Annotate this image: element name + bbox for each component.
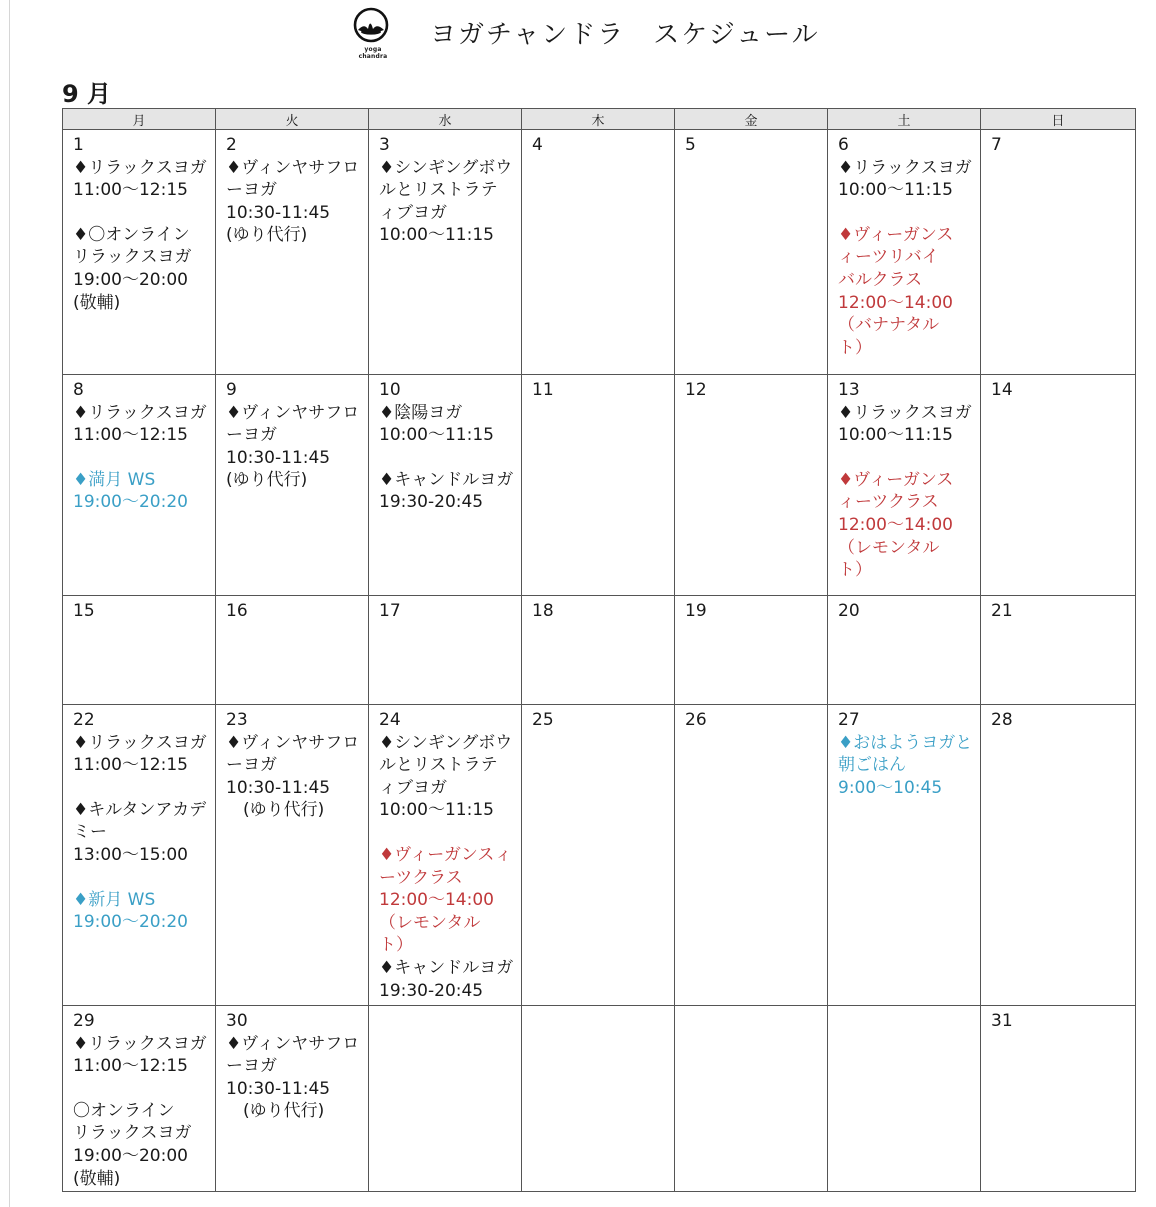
calendar-day-cell <box>522 596 675 705</box>
day-number: 4 <box>532 135 543 155</box>
calendar-day-cell <box>63 130 216 375</box>
class-event <box>73 469 209 514</box>
event-line: ♦リラックスヨガ <box>73 157 207 178</box>
event-line: ♦シンギングボウ <box>379 157 513 178</box>
event-line: (敬輔) <box>73 292 121 313</box>
class-event <box>379 844 515 957</box>
event-line: ♦キャンドルヨガ <box>379 957 514 978</box>
class-event <box>73 224 209 314</box>
day-number: 3 <box>379 135 390 155</box>
class-event <box>73 732 209 777</box>
event-line: 11:00～12:15 <box>73 1056 188 1077</box>
event-line: 10:00～11:15 <box>838 425 953 446</box>
page-edge-line <box>9 0 10 1207</box>
event-line: ィブヨガ <box>379 777 447 798</box>
day-number: 7 <box>991 135 1002 155</box>
event-line: ーヨガ <box>226 755 277 776</box>
calendar-day-cell <box>675 1006 828 1192</box>
event-line: ♦ヴィンヤサフロ <box>226 157 360 178</box>
event-line: ♦リラックスヨガ <box>73 1033 207 1054</box>
event-line: ♦リラックスヨガ <box>73 402 207 423</box>
calendar-day-cell <box>522 375 675 596</box>
event-line: 11:00～12:15 <box>73 755 188 776</box>
event-line: ト） <box>838 337 872 358</box>
day-number: 14 <box>991 380 1013 400</box>
class-event <box>379 469 515 514</box>
class-event <box>838 732 974 800</box>
event-line: 10:00～11:15 <box>838 180 953 201</box>
calendar-day-cell <box>675 596 828 705</box>
event-line: ♦おはようヨガと <box>838 732 973 753</box>
calendar-day-cell <box>675 130 828 375</box>
calendar-day-cell <box>828 596 981 705</box>
day-number: 2 <box>226 135 237 155</box>
day-number: 18 <box>532 601 554 621</box>
event-line: 9:00～10:45 <box>838 777 943 798</box>
calendar-day-cell <box>828 130 981 375</box>
class-event <box>73 799 209 867</box>
day-number: 15 <box>73 601 95 621</box>
event-line: 19:00～20:00 <box>73 1145 188 1166</box>
event-line: 19:30-20:45 <box>379 492 484 513</box>
calendar-day-cell <box>369 705 522 1006</box>
event-line: ミー <box>73 822 107 843</box>
day-number: 17 <box>379 601 401 621</box>
weekday-header: 月 <box>63 109 216 130</box>
event-line: リラックスヨガ <box>73 1123 192 1144</box>
day-number: 13 <box>838 380 860 400</box>
class-event <box>379 402 515 447</box>
event-line: ト） <box>379 935 413 956</box>
weekday-header: 金 <box>675 109 828 130</box>
weekday-header: 水 <box>369 109 522 130</box>
calendar-day-cell <box>981 596 1136 705</box>
event-line: 19:30-20:45 <box>379 980 484 1001</box>
event-line: 19:00～20:20 <box>73 912 188 933</box>
class-event <box>73 889 209 934</box>
calendar-week-row <box>63 596 1136 705</box>
day-number: 19 <box>685 601 707 621</box>
day-number: 31 <box>991 1011 1013 1031</box>
lotus-moon-logo-icon <box>350 6 396 58</box>
day-number: 29 <box>73 1011 95 1031</box>
event-line: 10:00～11:15 <box>379 225 494 246</box>
event-line: 11:00～12:15 <box>73 180 188 201</box>
calendar-day-cell <box>216 1006 369 1192</box>
weekday-header: 木 <box>522 109 675 130</box>
day-number: 26 <box>685 710 707 730</box>
calendar-day-cell <box>63 1006 216 1192</box>
day-number: 9 <box>226 380 237 400</box>
event-line: ルとリストラテ <box>379 180 498 201</box>
event-line: （レモンタル <box>838 537 940 558</box>
calendar-day-cell <box>828 705 981 1006</box>
day-number: 8 <box>73 380 84 400</box>
month-label: 9 月 <box>62 80 112 108</box>
calendar-week-row <box>63 1006 1136 1192</box>
calendar-day-cell <box>981 130 1136 375</box>
event-line: ♦キャンドルヨガ <box>379 469 514 490</box>
day-number: 22 <box>73 710 95 730</box>
day-number: 25 <box>532 710 554 730</box>
event-line: （レモンタル <box>379 912 481 933</box>
calendar-day-cell <box>369 596 522 705</box>
day-number: 10 <box>379 380 401 400</box>
event-line: 10:30-11:45 <box>226 447 331 468</box>
event-line: 10:00～11:15 <box>379 425 494 446</box>
class-event <box>838 224 974 360</box>
class-event <box>226 157 362 247</box>
event-line: (ゆり代行) <box>226 470 308 491</box>
event-line: ィーツリバイ <box>838 247 939 268</box>
calendar-day-cell <box>675 705 828 1006</box>
weekday-header: 日 <box>981 109 1136 130</box>
calendar-day-cell <box>981 375 1136 596</box>
event-line: ♦満月 WS <box>73 469 156 490</box>
calendar-day-cell <box>369 375 522 596</box>
event-line: ルとリストラテ <box>379 755 498 776</box>
event-line: (ゆり代行) <box>226 1101 325 1122</box>
day-number: 5 <box>685 135 696 155</box>
page-header <box>350 6 820 58</box>
calendar-day-cell <box>63 375 216 596</box>
class-event <box>73 157 209 202</box>
logo-text: yoga chandra <box>358 46 388 60</box>
calendar-week-row <box>63 705 1136 1006</box>
event-line: ーヨガ <box>226 425 277 446</box>
event-line: (ゆり代行) <box>226 225 308 246</box>
calendar-day-cell <box>981 705 1136 1006</box>
event-line: ♦リラックスヨガ <box>838 402 972 423</box>
weekday-header-row <box>63 109 1136 130</box>
day-number: 11 <box>532 380 554 400</box>
class-event <box>838 157 974 202</box>
calendar-day-cell <box>981 1006 1136 1192</box>
class-event <box>379 957 515 1002</box>
event-line: ♦ヴィンヤサフロ <box>226 1033 360 1054</box>
event-line: 19:00～20:00 <box>73 269 188 290</box>
class-event <box>838 469 974 582</box>
event-line: ーヨガ <box>226 180 277 201</box>
calendar-day-cell <box>828 375 981 596</box>
class-event <box>379 157 515 247</box>
event-line: ーツクラス <box>379 867 463 888</box>
calendar-day-cell <box>216 596 369 705</box>
day-number: 28 <box>991 710 1013 730</box>
event-line: 12:00～14:00 <box>379 890 494 911</box>
event-line: (敬輔) <box>73 1168 121 1189</box>
calendar-day-cell <box>216 375 369 596</box>
calendar-day-cell <box>63 705 216 1006</box>
event-line: 11:00～12:15 <box>73 425 188 446</box>
event-line: ♦陰陽ヨガ <box>379 402 463 423</box>
calendar-table <box>62 108 1136 1192</box>
calendar-day-cell <box>216 130 369 375</box>
calendar-day-cell <box>216 705 369 1006</box>
class-event <box>73 1033 209 1078</box>
class-event <box>379 732 515 822</box>
calendar-week-row <box>63 375 1136 596</box>
event-line: 朝ごはん <box>838 755 906 776</box>
day-number: 6 <box>838 135 849 155</box>
event-line: ♦シンギングボウ <box>379 732 513 753</box>
class-event <box>226 1033 362 1123</box>
class-event <box>838 402 974 447</box>
event-line: ♦新月 WS <box>73 889 156 910</box>
event-line: ♦〇オンライン <box>73 224 190 245</box>
event-line: 19:00～20:20 <box>73 492 188 513</box>
day-number: 16 <box>226 601 248 621</box>
event-line: ト） <box>838 560 872 581</box>
event-line: ィーツクラス <box>838 492 939 513</box>
calendar-day-cell <box>522 705 675 1006</box>
calendar-day-cell <box>522 1006 675 1192</box>
event-line: 10:00～11:15 <box>379 800 494 821</box>
day-number: 24 <box>379 710 401 730</box>
event-line: 13:00～15:00 <box>73 844 188 865</box>
event-line: （バナナタル <box>838 315 940 336</box>
event-line: ♦リラックスヨガ <box>838 157 972 178</box>
class-event <box>226 732 362 822</box>
event-line: ♦ヴィーガンス <box>838 469 954 490</box>
calendar-day-cell <box>675 375 828 596</box>
day-number: 1 <box>73 135 84 155</box>
calendar-day-cell <box>828 1006 981 1192</box>
day-number: 20 <box>838 601 860 621</box>
event-line: ♦キルタンアカデ <box>73 799 207 820</box>
event-line: 12:00～14:00 <box>838 292 953 313</box>
page-title: ヨガチャンドラ スケジュール <box>430 19 820 50</box>
weekday-header: 土 <box>828 109 981 130</box>
class-event <box>73 402 209 447</box>
event-line: ♦ヴィーガンス <box>838 224 954 245</box>
day-number: 12 <box>685 380 707 400</box>
event-line: ♦ヴィンヤサフロ <box>226 402 360 423</box>
event-line: バルクラス <box>838 269 923 290</box>
event-line: ♦ヴィンヤサフロ <box>226 732 360 753</box>
class-event <box>73 1100 209 1190</box>
day-number: 27 <box>838 710 860 730</box>
day-number: 30 <box>226 1011 248 1031</box>
calendar-day-cell <box>369 1006 522 1192</box>
day-number: 23 <box>226 710 248 730</box>
event-line: ♦リラックスヨガ <box>73 732 207 753</box>
weekday-header: 火 <box>216 109 369 130</box>
event-line: (ゆり代行) <box>226 800 325 821</box>
event-line: 10:30-11:45 <box>226 777 331 798</box>
event-line: 〇オンライン <box>73 1100 175 1121</box>
event-line: リラックスヨガ <box>73 247 192 268</box>
class-event <box>226 402 362 492</box>
calendar-day-cell <box>522 130 675 375</box>
day-number: 21 <box>991 601 1013 621</box>
event-line: ィブヨガ <box>379 202 447 223</box>
event-line: 10:30-11:45 <box>226 1078 331 1099</box>
event-line: 10:30-11:45 <box>226 202 331 223</box>
calendar-day-cell <box>369 130 522 375</box>
event-line: ♦ヴィーガンスィ <box>379 844 512 865</box>
event-line: 12:00～14:00 <box>838 514 953 535</box>
calendar-week-row <box>63 130 1136 375</box>
event-line: ーヨガ <box>226 1056 277 1077</box>
calendar-day-cell <box>63 596 216 705</box>
